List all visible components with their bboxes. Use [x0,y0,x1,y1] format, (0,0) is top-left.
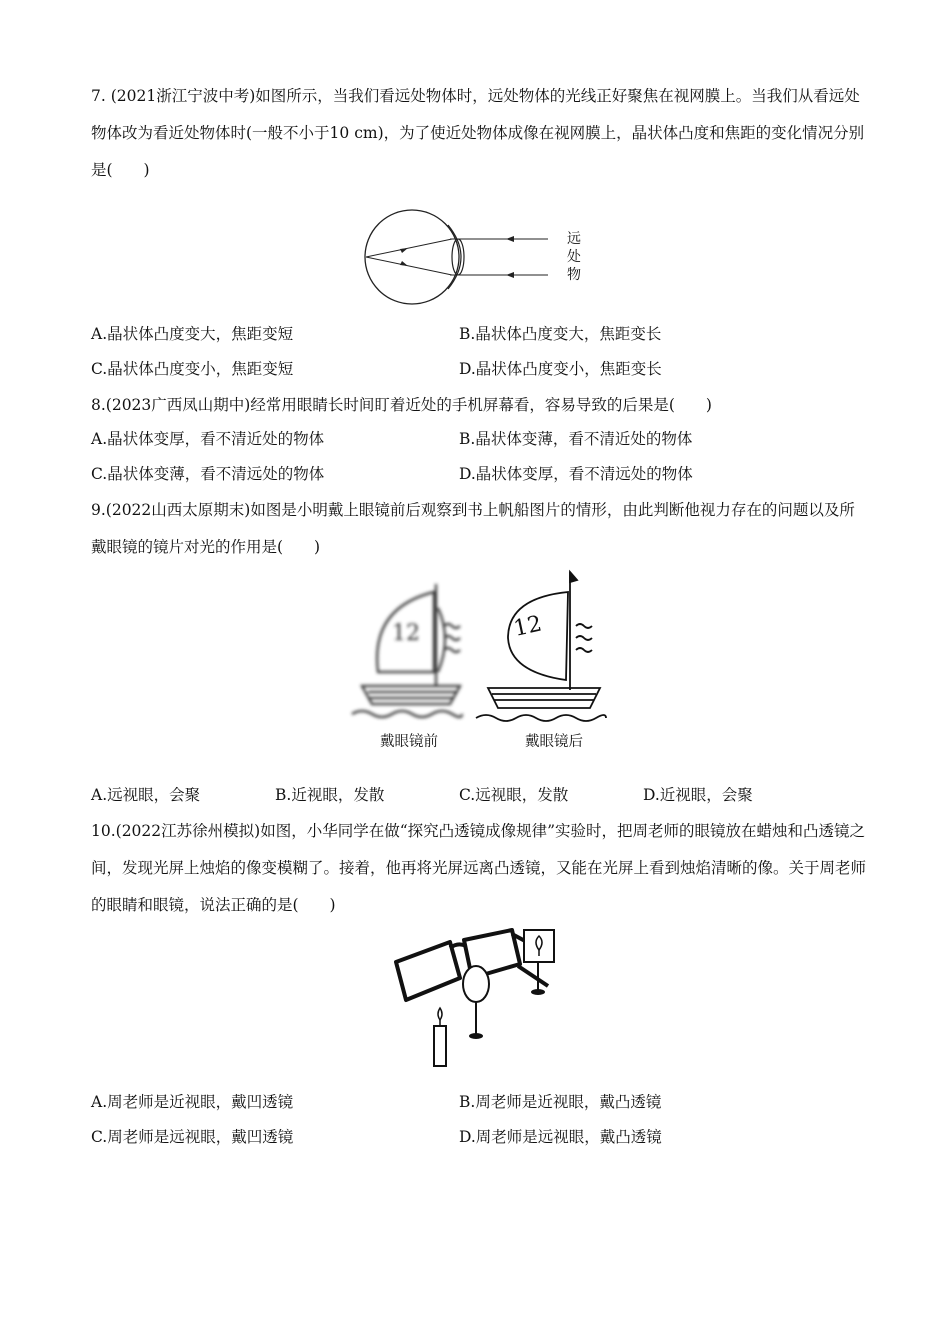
q7-option-a[interactable]: A.晶状体凸度变大，焦距变短 [91,325,294,343]
sailboat-figure [348,568,608,728]
caption-after-glasses: 戴眼镜后 [525,734,583,750]
question-10-options-row-1 [91,1090,866,1120]
q9-option-c[interactable]: C.远视眼，发散 [459,786,569,804]
eye-diagram [360,205,600,310]
svg-text:12: 12 [392,621,420,646]
q9-option-b[interactable]: B.近视眼，发散 [275,786,385,804]
q8-option-a[interactable]: A.晶状体变厚，看不清近处的物体 [91,430,325,448]
question-8-stem: 8.(2023广西凤山期中)经常用眼睛长时间盯着近处的手机屏幕看，容易导致的后果是( ) [91,396,712,414]
q8-option-d[interactable]: D.晶状体变厚，看不清远处的物体 [459,465,693,483]
question-7-stem: 7. (2021浙江宁波中考)如图所示，当我们看远处物体时，远处物体的光线正好聚焦在视网膜上。当我们从看远处物体改为看近处物体时(一般不小于10 cm)，为了使近处物体成像在视网膜上，晶状体凸度和焦距的变化情况分别是( ) [91,87,865,179]
q10-option-c[interactable]: C.周老师是远视眼，戴凹透镜 [91,1128,294,1146]
question-8-options-row-1 [91,427,866,457]
caption-before-glasses: 戴眼镜前 [380,734,438,750]
question-8-options-row-2 [91,462,866,492]
q8-option-c[interactable]: C.晶状体变薄，看不清远处的物体 [91,465,325,483]
q7-option-d[interactable]: D.晶状体凸度变小，焦距变长 [459,360,662,378]
sail-number-text: 12 [511,611,545,642]
question-10-options-row-2 [91,1125,866,1155]
question-7-options-row-1 [91,322,866,352]
question-10-stem: 10.(2022江苏徐州模拟)如图，小华同学在做“探究凸透镜成像规律”实验时，把周老师的眼镜放在蜡烛和凸透镜之间，发现光屏上烛焰的像变模糊了。接着，他再将光屏远离凸透镜，又能在光屏上看到烛焰清晰的像。关于周老师的眼睛和眼镜，说法正确的是( ) [91,822,867,914]
question-9-options-row [91,783,866,813]
glasses-experiment-figure [388,922,568,1072]
q7-option-b[interactable]: B.晶状体凸度变大，焦距变长 [459,325,662,343]
q7-option-c[interactable]: C.晶状体凸度变小，焦距变短 [91,360,294,378]
q10-option-a[interactable]: A.周老师是近视眼，戴凹透镜 [91,1093,294,1111]
question-7-options-row-2 [91,357,866,387]
q9-option-a[interactable]: A.远视眼，会聚 [91,786,201,804]
far-object-label: 远处物 [567,231,581,283]
q10-option-d[interactable]: D.周老师是远视眼，戴凸透镜 [459,1128,662,1146]
q8-option-b[interactable]: B.晶状体变薄，看不清近处的物体 [459,430,693,448]
question-9-stem: 9.(2022山西太原期末)如图是小明戴上眼镜前后观察到书上帆船图片的情形，由此判断他视力存在的问题以及所戴眼镜的镜片对光的作用是( ) [91,501,855,556]
q9-option-d[interactable]: D.近视眼，会聚 [643,786,753,804]
q10-option-b[interactable]: B.周老师是近视眼，戴凸透镜 [459,1093,662,1111]
